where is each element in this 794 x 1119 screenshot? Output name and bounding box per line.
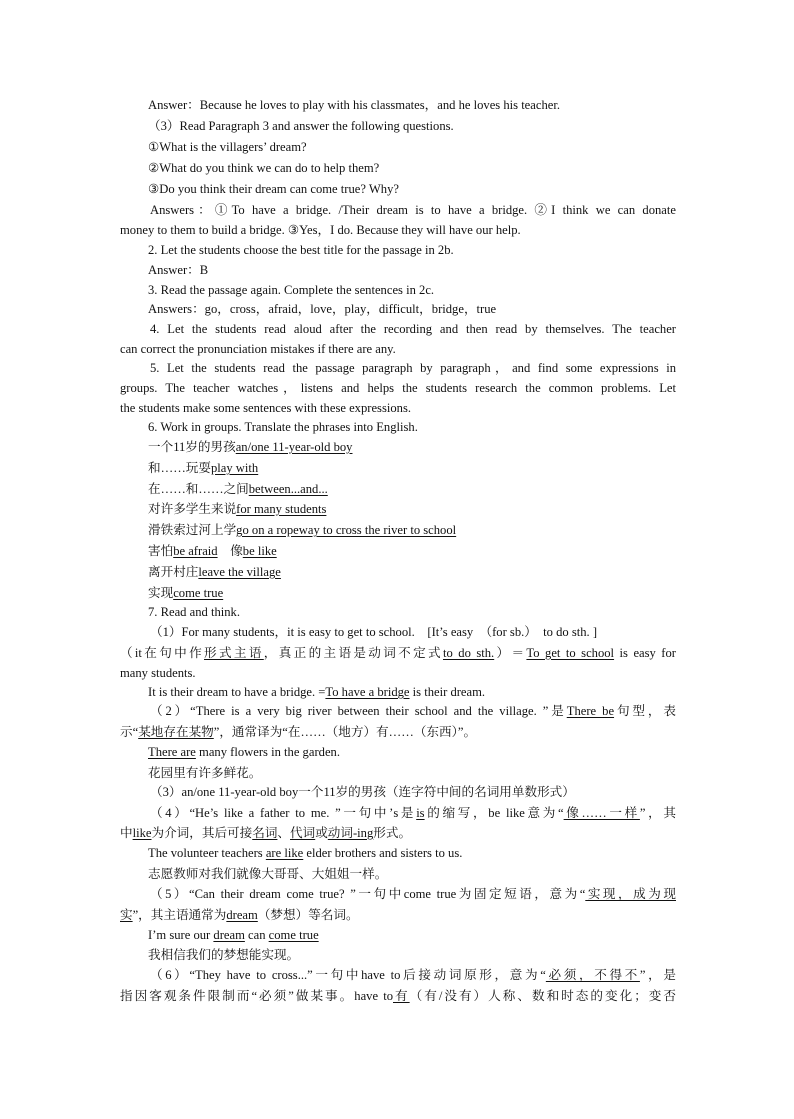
text-line	[120, 643, 676, 663]
text-line	[120, 701, 676, 721]
answer: There are	[148, 745, 196, 759]
text: 在……和……之间	[148, 482, 249, 496]
text: 志愿教师对我们就像大哥哥、大姐姐一样。	[148, 867, 388, 881]
text: ①What is the villagers’ dream?	[148, 140, 307, 154]
text-line	[120, 722, 676, 742]
text: 为介词，其后可接	[151, 826, 253, 840]
text-line	[120, 763, 676, 783]
text: ）＝	[494, 646, 527, 660]
answer: come true	[268, 928, 319, 942]
answer: go on a ropeway to cross the river to school	[236, 523, 457, 537]
text-line	[120, 179, 676, 199]
text-line	[120, 823, 676, 843]
text: can	[244, 928, 269, 942]
text: 滑铁索过河上学	[148, 523, 237, 537]
text: 示“	[120, 725, 139, 739]
text-line	[120, 602, 676, 622]
text-line	[120, 843, 676, 863]
answer: to do sth.	[442, 646, 495, 660]
text: ②What do you think we can do to help them?	[148, 161, 380, 175]
text: （5）“Can their dream come true? ”一句中come true为固定短语，意为“	[150, 887, 586, 901]
text-line	[120, 260, 676, 280]
text: It is their dream to have a bridge. =	[148, 685, 326, 699]
answer: for many students	[236, 502, 327, 516]
answer: To have a bridge	[325, 685, 410, 699]
text: （4）“He’s like a father to me. ”一句中’s是	[150, 806, 417, 820]
answer: 名词	[252, 826, 278, 840]
answer: is	[416, 806, 425, 820]
answer: 代词	[290, 826, 316, 840]
text-line	[120, 965, 676, 985]
answer: 实	[120, 908, 133, 922]
text-line	[120, 116, 676, 136]
text: 4. Let the students read aloud after the recording and then read by themselves. The teacher	[150, 322, 676, 336]
text-line	[120, 945, 676, 965]
text: 形式。	[373, 826, 412, 840]
answer: dream	[213, 928, 245, 942]
text: 5. Let the students read the passage paragraph by paragraph，and find some expressions in	[150, 361, 676, 375]
answer: be afraid	[173, 544, 218, 558]
text: many flowers in the garden.	[195, 745, 340, 759]
text: （it在句中作	[120, 646, 205, 660]
text: 离开村庄	[148, 565, 199, 579]
text-line	[120, 682, 676, 702]
answer: come true	[173, 586, 224, 600]
phrase-line	[120, 437, 676, 457]
text: （6）“They have to cross...”一句中have to后接动词原形，意为“	[150, 968, 546, 982]
text: 6. Work in groups. Translate the phrases into English.	[148, 420, 418, 434]
text: 和……玩耍	[148, 461, 211, 475]
phrase-line	[120, 583, 676, 603]
text: 花园里有许多鲜花。	[148, 766, 262, 780]
text-line	[120, 925, 676, 945]
text: 实现	[148, 586, 174, 600]
phrase-line	[120, 541, 676, 561]
text: ”，其	[639, 806, 676, 820]
answer: play with	[210, 461, 259, 475]
text: is easy for	[614, 646, 676, 660]
answer: between...and...	[248, 482, 328, 496]
text-line	[120, 663, 676, 683]
answer: like	[132, 826, 152, 840]
answer: 动词-ing	[327, 826, 374, 840]
phrase-line	[120, 520, 676, 540]
answer: leave the village	[198, 565, 281, 579]
text: 害怕	[148, 544, 174, 558]
text-line	[120, 319, 676, 339]
answer: are like	[265, 846, 304, 860]
text-line	[120, 742, 676, 762]
text: ，真正的主语是动词不定式	[263, 646, 443, 660]
text: 7. Read and think.	[148, 605, 240, 619]
text: Answers：①To have a bridge. /Their dream is to have a bridge. ②I think we can donate	[150, 203, 676, 217]
text-line	[120, 782, 676, 802]
text: is their dream.	[409, 685, 486, 699]
answer: dream	[226, 908, 258, 922]
text: （3）Read Paragraph 3 and answer the following questions.	[148, 119, 454, 133]
answer: 像……一样	[563, 806, 640, 820]
answer: To get to school	[526, 646, 615, 660]
text-line	[120, 299, 676, 319]
text: 中	[120, 826, 133, 840]
text: Answer：Because he loves to play with his classmates，and he loves his teacher.	[148, 98, 560, 112]
answer: be like	[242, 544, 277, 558]
text: （有/没有）人称、数和时态的变化；变否	[409, 989, 676, 1003]
text: The volunteer teachers	[148, 846, 266, 860]
text: （2）“There is a very big river between their school and the village. ”是	[150, 704, 567, 718]
answer: an/one 11-year-old boy	[235, 440, 353, 454]
text: 的缩写，be like意为“	[424, 806, 564, 820]
text: many students.	[120, 666, 196, 680]
text: the students make some sentences with these expressions.	[120, 401, 411, 415]
text: ”，其主语通常为	[132, 908, 227, 922]
phrase-line	[120, 479, 676, 499]
text: can correct the pronunciation mistakes if there are any.	[120, 342, 396, 356]
text: （3）an/one 11-year-old boy一个11岁的男孩（连字符中间的名词用单数形式）	[150, 785, 575, 799]
text: ”，通常译为“在……（地方）有……（东西）”。	[213, 725, 477, 739]
text-line	[120, 378, 676, 398]
text-line	[120, 200, 676, 220]
text-line	[120, 622, 676, 642]
text: 或	[315, 826, 328, 840]
text: 我相信我们的梦想能实现。	[148, 948, 300, 962]
text: 3. Read the passage again. Complete the sentences in 2c.	[148, 283, 435, 297]
text: ”，是	[639, 968, 676, 982]
text-line	[120, 158, 676, 178]
phrase-line	[120, 499, 676, 519]
text: I’m sure our	[148, 928, 214, 942]
text: 句型，表	[614, 704, 676, 718]
text: （梦想）等名词。	[257, 908, 359, 922]
text: 2. Let the students choose the best title for the passage in 2b.	[148, 243, 454, 257]
answer: 某地存在某物	[138, 725, 214, 739]
text: （1）For many students，it is easy to get to school. [It’s easy （for sb.） to do sth. ]	[150, 625, 598, 639]
phrase-line	[120, 458, 676, 478]
text-line	[120, 398, 676, 418]
text-line	[120, 358, 676, 378]
answer: 必须，不得不	[545, 968, 640, 982]
text-line	[120, 280, 676, 300]
phrase-line	[120, 562, 676, 582]
text: groups. The teacher watches，listens and helps the students research the common problems. Let	[120, 381, 676, 395]
text-line	[120, 220, 676, 240]
text: 一个11岁的男孩	[148, 440, 236, 454]
text: 指因客观条件限制而“必须”做某事。have to	[120, 989, 393, 1003]
text: Answer：B	[148, 263, 209, 277]
text: Answers：go，cross，afraid，love，play，difficult，bridge，true	[148, 302, 497, 316]
text-line	[120, 803, 676, 823]
text: 、	[277, 826, 291, 840]
text-line	[120, 417, 676, 437]
text: ③Do you think their dream can come true? Why?	[148, 182, 399, 196]
text: 对许多学生来说	[148, 502, 237, 516]
text: money to them to build a bridge. ③Yes，I do. Because they will have our help.	[120, 223, 521, 237]
text-line	[120, 864, 676, 884]
text-line	[120, 905, 676, 925]
text-line	[120, 137, 676, 157]
text: elder brothers and sisters to us.	[303, 846, 463, 860]
text: 像	[217, 544, 243, 558]
answer: 有	[393, 989, 410, 1003]
text-line	[120, 240, 676, 260]
answer: 形式主语	[204, 646, 264, 660]
text-line	[120, 339, 676, 359]
answer: 实现，成为现	[585, 887, 676, 901]
answer: There be	[566, 704, 615, 718]
text-line	[120, 884, 676, 904]
text-line	[120, 95, 676, 115]
text-line	[120, 986, 676, 1006]
